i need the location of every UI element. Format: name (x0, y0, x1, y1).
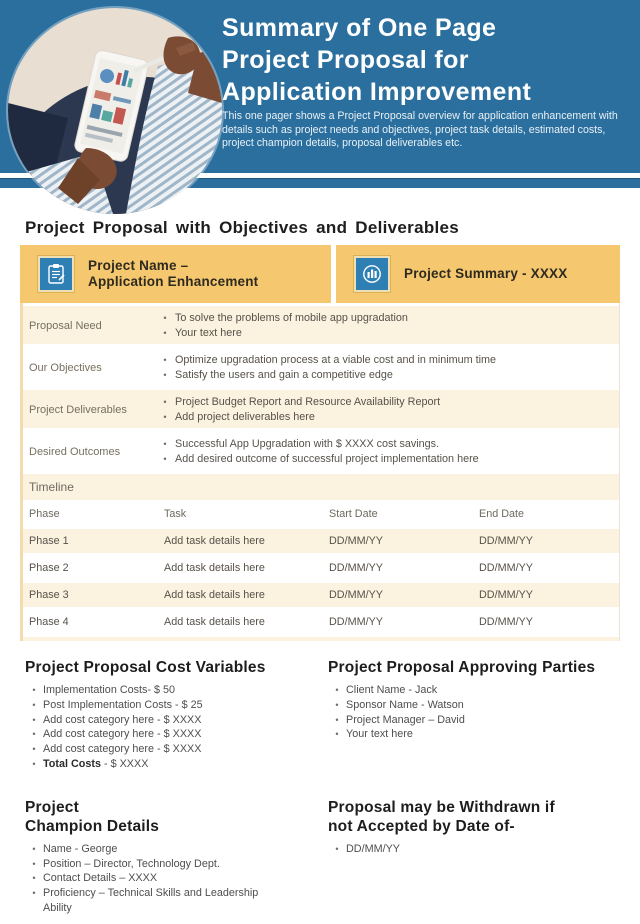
cost-variables-title: Project Proposal Cost Variables (25, 659, 266, 676)
page-title (222, 12, 627, 108)
champion-details-section (25, 798, 328, 916)
project-name-line2: Application Enhancement (88, 274, 259, 289)
withdrawn-title-line1: Proposal may be Withdrawn if (328, 798, 555, 816)
bullet-icon: • (32, 729, 36, 740)
approving-parties-title: Project Proposal Approving Parties (328, 659, 596, 676)
cell-start-date: DD/MM/YY (329, 562, 383, 574)
bullet-icon: • (32, 744, 36, 755)
bullet-text: Contact Details – XXXX (43, 872, 158, 885)
cell-start-date: DD/MM/YY (329, 535, 383, 547)
page-title-line3: Application Improvement (222, 78, 532, 106)
page-title-line1: Summary of One Page (222, 14, 497, 42)
cell-end-date: DD/MM/YY (479, 562, 533, 574)
cell-task: Add task details here (164, 535, 265, 547)
withdrawn-date-section (328, 798, 625, 916)
total-costs-label: Total Costs (43, 757, 101, 770)
bullet-icon: • (163, 313, 167, 323)
bullet-icon: • (32, 888, 36, 899)
bullet-icon: • (335, 685, 339, 695)
bullet-icon: • (335, 729, 339, 740)
bullet-text: Sponsor Name - Watson (346, 698, 464, 711)
row-label: Proposal Need (29, 319, 102, 332)
bullet-icon: • (335, 714, 339, 725)
bullet-text: Satisfy the users and gain a competitive edge (175, 368, 393, 381)
cell-task: Add task details here (164, 589, 265, 601)
bullet-text: Proficiency – Technical Skills and Leadership Ability (43, 887, 259, 914)
bullet-text: Name - George (43, 842, 118, 855)
timeline-row-phase4 (23, 610, 619, 634)
cell-start-date: DD/MM/YY (329, 589, 383, 601)
timeline-row-phase2 (23, 556, 619, 580)
proposal-table-body (20, 303, 620, 641)
table-bottom-border (23, 637, 619, 641)
bullet-icon: • (335, 699, 339, 710)
bullet-icon: • (32, 873, 36, 884)
bottom-sections (25, 658, 625, 916)
bullet-icon: • (163, 355, 167, 365)
champion-title-line2: Champion Details (25, 817, 160, 835)
section-title: Project Proposal with Objectives and Deliverables (25, 218, 460, 237)
bullet-text: Client Name - Jack (346, 684, 438, 696)
bullet-text: Post Implementation Costs - $ 25 (43, 698, 203, 711)
bullet-icon: • (163, 439, 167, 449)
page-subtitle: This one pager shows a Project Proposal overview for application enhancement with details such as project needs and objectives, project task details, estimated costs, project champion details, proposal deliverables etc. (222, 110, 618, 150)
bullet-icon: • (32, 843, 36, 854)
project-summary-label: Project Summary - XXXX (404, 266, 568, 281)
bullet-icon: • (163, 369, 167, 380)
clipboard-icon (38, 256, 74, 292)
cell-phase: Phase 4 (29, 616, 69, 628)
bullet-text: To solve the problems of mobile app upgradation (175, 312, 408, 324)
cell-start-date: DD/MM/YY (329, 616, 383, 628)
project-name-line1: Project Name – (88, 258, 189, 273)
cell-end-date: DD/MM/YY (479, 535, 533, 547)
row-label: Desired Outcomes (29, 445, 121, 458)
bullet-text: Add cost category here - $ XXXX (43, 728, 202, 741)
project-summary-header-cell (336, 245, 620, 303)
cost-variables-section (25, 658, 328, 772)
bullet-text: Add cost category here - $ XXXX (43, 713, 202, 726)
bullet-icon: • (163, 411, 167, 422)
cell-task: Add task details here (164, 562, 265, 574)
bullet-icon: • (32, 714, 36, 725)
bullet-icon: • (335, 843, 339, 854)
bullet-icon: • (163, 397, 167, 407)
table-row-proposal-need (23, 306, 619, 344)
table-row-desired-outcomes (23, 432, 619, 470)
hero-photo (8, 8, 222, 214)
bullet-icon: • (32, 758, 36, 769)
proposal-table (20, 245, 620, 641)
timeline-column-headers (23, 502, 619, 526)
total-costs-value: - $ XXXX (101, 757, 149, 770)
total-costs-text (43, 757, 328, 772)
bullet-text: Add desired outcome of successful project implementation here (175, 452, 479, 465)
approving-parties-section (328, 658, 625, 772)
project-name-label (88, 258, 258, 290)
bullet-text: Add project deliverables here (175, 410, 315, 423)
chart-badge-icon (354, 256, 390, 292)
proposal-table-header (20, 245, 620, 303)
cell-end-date: DD/MM/YY (479, 589, 533, 601)
bullet-text: Add cost category here - $ XXXX (43, 743, 202, 756)
cell-phase: Phase 2 (29, 562, 69, 574)
bullet-text: Optimize upgradation process at a viable cost and in minimum time (175, 354, 497, 366)
bullet-text: Project Budget Report and Resource Availability Report (175, 396, 441, 408)
column-header-phase: Phase (29, 508, 60, 520)
bullet-text: Project Manager – David (346, 713, 465, 726)
page-title-line2: Project Proposal for (222, 46, 469, 74)
column-header-start-date: Start Date (329, 508, 378, 520)
bullet-text: Implementation Costs- $ 50 (43, 684, 176, 696)
cell-phase: Phase 3 (29, 589, 69, 601)
hero-photo-illustration (8, 8, 222, 214)
bullet-text: DD/MM/YY (346, 842, 400, 855)
table-row-project-deliverables (23, 390, 619, 428)
column-header-task: Task (164, 508, 187, 520)
bullet-icon: • (32, 699, 36, 710)
bullet-text: Successful App Upgradation with $ XXXX cost savings. (175, 438, 440, 450)
timeline-row-phase1 (23, 529, 619, 553)
cell-end-date: DD/MM/YY (479, 616, 533, 628)
row-label: Our Objectives (29, 361, 102, 374)
cell-task: Add task details here (164, 616, 265, 628)
cell-phase: Phase 1 (29, 535, 69, 547)
row-label: Project Deliverables (29, 403, 127, 416)
timeline-section-label: Timeline (23, 474, 619, 500)
bullet-icon: • (32, 858, 36, 869)
bullet-icon: • (32, 685, 36, 695)
bullet-text: Your text here (175, 326, 242, 339)
bullet-icon: • (163, 327, 167, 338)
column-header-end-date: End Date (479, 508, 525, 520)
timeline-row-phase3 (23, 583, 619, 607)
withdrawn-title-line2: not Accepted by Date of- (328, 817, 515, 835)
bullet-icon: • (163, 453, 167, 464)
withdrawn-date-title (328, 798, 625, 836)
bullet-text: Position – Director, Technology Dept. (43, 857, 220, 870)
table-row-our-objectives (23, 348, 619, 386)
champion-title-line1: Project (25, 798, 79, 816)
project-name-header-cell (20, 245, 331, 303)
champion-details-title (25, 798, 328, 836)
bullet-text: Your text here (346, 728, 413, 741)
